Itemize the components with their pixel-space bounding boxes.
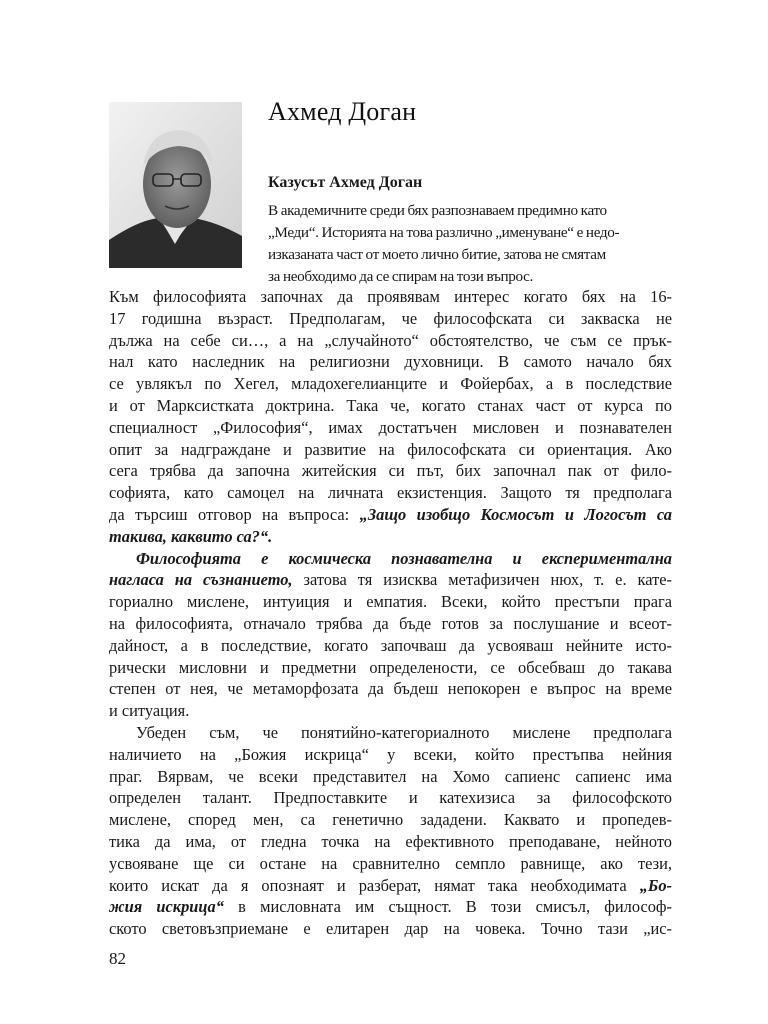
text-segment: които искат да я опознаят и разберат, нямат така необходимата (109, 875, 640, 895)
text-line: Към философията започнах да проявявам интерес когато бях на 16- (109, 287, 672, 306)
intro-line: за необходимо да се спирам на този въпрос. (268, 268, 533, 285)
text-line: усвояване ще си остане на сравнително семпло равнище, ако тези, (109, 853, 672, 873)
text-line (109, 548, 672, 570)
text-line: сега трябва да започна житейския си път, бих започнал пак от фило- (109, 461, 672, 481)
text-line (109, 526, 672, 548)
text-line: опит за надграждане и развитие на философската си ориентация. Ако (109, 439, 672, 459)
text-segment: в мисловната им същност. В този смисъл, философ- (223, 897, 672, 917)
text-line (109, 875, 672, 897)
emphasized-thesis: нагласа на съзнанието, (109, 570, 293, 590)
intro-line: „Меди“. Историята на това различно „именуване“ е недо- (268, 224, 620, 241)
body-text (109, 286, 672, 940)
text-line: определен талант. Предпоставките и катехизиса за философското (109, 788, 672, 808)
text-line: и ситуация. (109, 701, 190, 721)
text-line: софията, като самоцел на личната екзистенция. Защото тя предполага (109, 483, 672, 503)
emphasized-phrase: жия искрица“ (109, 897, 224, 917)
text-line: на философията, отначало трябва да бъде готов за послушание и всеот- (109, 613, 672, 633)
text-line: тика да има, от гледна точка на ефективното преподаване, нейното (109, 831, 672, 851)
emphasized-thesis: Философията е космическа познавателна и експериментална (136, 548, 672, 568)
page-number: 82 (109, 949, 126, 968)
intro-paragraph (268, 200, 673, 288)
intro-line: В академичните среди бях разпознаваем предимно като (268, 202, 607, 219)
intro-line: изказаната част от моето лично битие, затова не смятам (268, 246, 606, 263)
emphasized-question: такива, каквито са?“. (109, 526, 273, 546)
portrait-image (109, 102, 242, 268)
text-line (109, 504, 672, 526)
text-line: наличието на „Божия искрица“ у всеки, който престъпва нейния (109, 744, 672, 764)
text-line: и от Марксистката доктрина. Така че, когато станах част от курса по (109, 395, 672, 415)
text-line: праг. Вярвам, че всеки представител на Хомо сапиенс сапиенс има (109, 766, 672, 786)
text-segment: да търсиш отговор на въпроса: (109, 504, 360, 524)
text-line: мислене, според мен, са генетично зададени. Каквато и пропедев- (109, 810, 672, 830)
text-line (109, 896, 672, 918)
text-line: ското световъзприемане е елитарен дар на човека. Точно тази „ис- (109, 919, 672, 939)
text-line: дайност, а в последствие, когато започваш да усвояваш нейните исто- (109, 635, 672, 655)
text-line: се увлякъл по Хегел, младохегелианците и Фойербах, а в последствие (109, 374, 672, 394)
text-line: специалност „Философия“, имах достатъчен мисловен и познавателен (109, 417, 672, 437)
emphasized-question: „Защо изобщо Космосът и Логосът са (359, 504, 672, 524)
text-line: дължа на себе си…, а на „случайното“ обстоятелство, че съм се прък- (109, 330, 672, 350)
text-line: рически мисловни и предметни определености, се обсебваш до такава (109, 657, 672, 677)
section-subtitle: Казусът Ахмед Доган (268, 174, 423, 191)
emphasized-phrase: „Бо- (639, 875, 672, 895)
text-line (109, 569, 672, 591)
chapter-title: Ахмед Доган (268, 97, 417, 126)
portrait-photo (109, 102, 242, 268)
text-line: нал като наследник на религиозни духовници. В самото начало бях (109, 352, 672, 372)
text-segment: затова тя изисква метафизичен нюх, т. е. кате- (292, 570, 672, 590)
text-line: Убеден съм, че понятийно-категориалното мислене предполага (136, 722, 672, 742)
text-line: 17 годишна възраст. Предполагам, че философската си закваска не (109, 308, 672, 328)
text-line: степен от нея, че метаморфозата да бъдеш непокорен е въпрос на време (109, 679, 672, 699)
text-line: гориално мислене, интуиция и емпатия. Всеки, който престъпи прага (109, 592, 672, 612)
